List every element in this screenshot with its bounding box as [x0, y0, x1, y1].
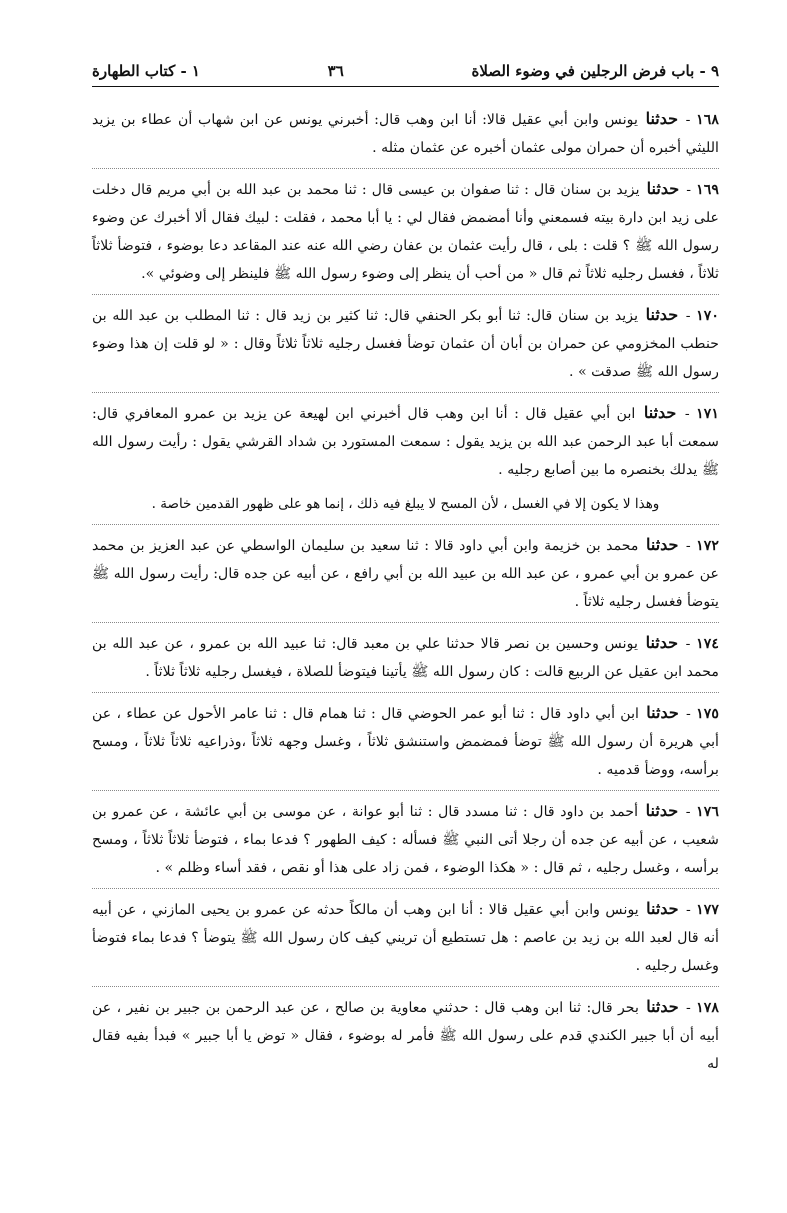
hadith-text: ابن أبي عقيل قال : أنا ابن وهب قال أخبرني ابن لهيعة عن يزيد بن عمرو المعافري قال: سمعت أبا عبد الرحمن عبد الله بن يزيد يقول : سمعت المستورد بن شداد القرشي يقول : رأيت رسول الله ﷺ يدلك بخنصره ما بين أصابع رجليه . — [92, 406, 719, 478]
hadith-number: ١٧٦ — [696, 804, 719, 820]
page-number: ٣٦ — [327, 62, 344, 80]
hadith-keyword: حدثنا — [645, 801, 679, 820]
page-body — [92, 105, 719, 1082]
hadith-text: ابن أبي داود قال : ثنا أبو عمر الحوضي قال : ثنا همام قال : ثنا عامر الأحول عن عطاء ، عن أبي هريرة أن رسول الله ﷺ توضأ فمضمض واستنشق ثلاثاً ، وغسل وجهه ثلاثاً ،وذراعيه ثلاثاً ثلاثاً ، ومسح برأسه، ووضأ قدميه . — [92, 706, 719, 778]
book-title: ١ - كتاب الطهارة — [92, 62, 200, 80]
hadith-175: ١٧٥ - حدثنا ابن أبي داود قال : ثنا أبو عمر الحوضي قال : ثنا همام قال : ثنا عامر الأحول عن عطاء ، عن أبي هريرة أن رسول الله ﷺ توضأ فمضمض واستنشق ثلاثاً ، وغسل وجهه ثلاثاً ،وذراعيه ثلاثاً ثلاثاً ، ومسح برأسه، ووضأ قدميه . — [92, 692, 719, 788]
hadith-keyword: حدثنا — [646, 179, 680, 198]
hadith-keyword: حدثنا — [645, 305, 679, 324]
hadith-number: ١٧٨ — [696, 1000, 719, 1016]
hadith-keyword: حدثنا — [645, 109, 679, 128]
hadith-171: ١٧١ - حدثنا ابن أبي عقيل قال : أنا ابن وهب قال أخبرني ابن لهيعة عن يزيد بن عمرو المعافري قال: سمعت أبا عبد الرحمن عبد الله بن يزيد يقول : سمعت المستورد بن شداد القرشي يقول : رأيت رسول الله ﷺ يدلك بخنصره ما بين أصابع رجليه . — [92, 392, 719, 488]
hadith-text: يزيد بن سنان قال : ثنا صفوان بن عيسى قال : ثنا محمد بن عبد الله بن أبي مريم قال دخلت على زيد ابن دارة بيته فسمعني وأنا أمضمض فقال لي : يا أبا محمد ، فقلت : لبيك فقال ألا أخبرك عن وضوء رسول الله ﷺ ؟ قلت : بلى ، قال رأيت عثمان بن عفان رضي الله عنه عند المقاعد دعا بوضوء ، فتوضأ ثلاثاً ثلاثاً ، فغسل رجليه ثلاثاً ثم قال « من أحب أن ينظر إلى وضوء رسول الله ﷺ فلينظر إلى وضوئي ». — [92, 182, 719, 282]
hadith-176: ١٧٦ - حدثنا أحمد بن داود قال : ثنا مسدد قال : ثنا أبو عوانة ، عن موسى بن أبي عائشة ، عن عمرو بن شعيب ، عن أبيه عن جده أن رجلا أتى النبي ﷺ فسأله : كيف الطهور ؟ فدعا بماء ، فتوضأ ثلاثاً ثلاثاً ، ومسح برأسه ، وغسل رجليه ، ثم قال : « هكذا الوضوء ، فمن زاد على هذا أو نقص ، فقد أساء وظلم » . — [92, 790, 719, 886]
hadith-text: يونس وحسين بن نصر قالا حدثنا علي بن معبد قال: ثنا عبيد الله بن عمرو ، عن عبد الله بن محمد ابن عقيل عن الربيع قالت : كان رسول الله ﷺ يأتينا فيتوضأ للصلاة ، فيغسل رجليه ثلاثاً ثلاثاً . — [92, 636, 719, 680]
hadith-text: أحمد بن داود قال : ثنا مسدد قال : ثنا أبو عوانة ، عن موسى بن أبي عائشة ، عن عمرو بن شعيب ، عن أبيه عن جده أن رجلا أتى النبي ﷺ فسأله : كيف الطهور ؟ فدعا بماء ، فتوضأ ثلاثاً ثلاثاً ، ومسح برأسه ، وغسل رجليه ، ثم قال : « هكذا الوضوء ، فمن زاد على هذا أو نقص ، فقد أساء وظلم » . — [92, 804, 719, 876]
hadith-number: ١٧٥ — [696, 706, 719, 722]
hadith-number: ١٧٠ — [696, 308, 719, 324]
hadith-168: ١٦٨ - حدثنا يونس وابن أبي عقيل قالا: أنا ابن وهب قال: أخبرني يونس عن ابن شهاب أن عطاء بن يزيد الليثي أخبره أن حمران مولى عثمان أخبره عن عثمان مثله . — [92, 109, 719, 156]
chapter-title: ٩ - باب فرض الرجلين في وضوء الصلاة — [471, 62, 719, 80]
hadith-text: يونس وابن أبي عقيل قالا: أنا ابن وهب قال: أخبرني يونس عن ابن شهاب أن عطاء بن يزيد الليثي أخبره أن حمران مولى عثمان أخبره عن عثمان مثله . — [92, 112, 719, 156]
hadith-text: يزيد بن سنان قال: ثنا أبو بكر الحنفي قال: ثنا كثير بن زيد قال : ثنا المطلب بن عبد الله بن حنطب المخزومي عن حمران بن أبان أن عثمان توضأ فغسل رجليه ثلاثاً ثلاثاً وقال : « لو قلت إن هذا وضوء رسول الله ﷺ صدقت » . — [92, 308, 719, 380]
hadith-keyword: حدثنا — [645, 633, 679, 652]
hadith-keyword: حدثنا — [645, 535, 679, 554]
hadith-text: محمد بن خزيمة وابن أبي داود قالا : ثنا سعيد بن سليمان الواسطي عن عبد العزيز بن محمد عن عمرو بن أبي عمرو ، عن عبد الله بن عبيد الله بن أبي رافع ، عن أبيه عن جده قال: رأيت رسول الله ﷺ يتوضأ فغسل رجليه ثلاثاً . — [92, 538, 719, 610]
hadith-174: ١٧٤ - حدثنا يونس وحسين بن نصر قالا حدثنا علي بن معبد قال: ثنا عبيد الله بن عمرو ، عن عبد الله بن محمد ابن عقيل عن الربيع قالت : كان رسول الله ﷺ يأتينا فيتوضأ للصلاة ، فيغسل رجليه ثلاثاً ثلاثاً . — [92, 622, 719, 690]
commentary-note: وهذا لا يكون إلا في الغسل ، لأن المسح لا يبلغ فيه ذلك ، إنما هو على ظهور القدمين خاصة . — [151, 496, 660, 512]
running-header — [92, 62, 719, 87]
hadith-number: ١٧٤ — [696, 636, 719, 652]
hadith-number: ١٦٩ — [696, 182, 719, 198]
hadith-keyword: حدثنا — [646, 703, 679, 722]
hadith-number: ١٧٢ — [696, 538, 719, 554]
hadith-number: ١٧٧ — [696, 902, 720, 918]
hadith-177: ١٧٧ - حدثنا يونس وابن أبي عقيل قالا : أنا ابن وهب أن مالكاً حدثه عن عمرو بن يحيى المازني ، عن أبيه أنه قال لعبد الله بن زيد بن عاصم : هل تستطيع أن تريني كيف كان رسول الله ﷺ يتوضأ ؟ فدعا بماء فتوضأ وغسل رجليه . — [92, 888, 719, 984]
hadith-169: ١٦٩ - حدثنا يزيد بن سنان قال : ثنا صفوان بن عيسى قال : ثنا محمد بن عبد الله بن أبي مريم قال دخلت على زيد ابن دارة بيته فسمعني وأنا أمضمض فقال لي : يا أبا محمد ، فقلت : لبيك فقال ألا أخبرك عن وضوء رسول الله ﷺ ؟ قلت : بلى ، قال رأيت عثمان بن عفان رضي الله عنه عند المقاعد دعا بوضوء ، فتوضأ ثلاثاً ثلاثاً ، فغسل رجليه ثلاثاً ثم قال « من أحب أن ينظر إلى وضوء رسول الله ﷺ فلينظر إلى وضوئي ». — [92, 168, 719, 292]
hadith-text: يونس وابن أبي عقيل قالا : أنا ابن وهب أن مالكاً حدثه عن عمرو بن يحيى المازني ، عن أبيه أنه قال لعبد الله بن زيد بن عاصم : هل تستطيع أن تريني كيف كان رسول الله ﷺ يتوضأ ؟ فدعا بماء فتوضأ وغسل رجليه . — [92, 902, 719, 974]
hadith-keyword: حدثنا — [643, 403, 677, 422]
hadith-text: بحر قال: ثنا ابن وهب قال : حدثني معاوية بن صالح ، عن عبد الرحمن بن جبير بن نفير ، عن أبيه أن أبا جبير الكندي قدم على رسول الله ﷺ فأمر له بوضوء ، فقال « توض يا أبا جبير » فبدأ بفيه فقال له — [92, 1000, 719, 1072]
hadith-170: ١٧٠ - حدثنا يزيد بن سنان قال: ثنا أبو بكر الحنفي قال: ثنا كثير بن زيد قال : ثنا المطلب بن عبد الله بن حنطب المخزومي عن حمران بن أبان أن عثمان توضأ فغسل رجليه ثلاثاً ثلاثاً وقال : « لو قلت إن هذا وضوء رسول الله ﷺ صدقت » . — [92, 294, 719, 390]
hadith-number: ١٧١ — [696, 406, 720, 422]
hadith-keyword: حدثنا — [646, 899, 679, 918]
hadith-keyword: حدثنا — [646, 997, 679, 1016]
hadith-172: ١٧٢ - حدثنا محمد بن خزيمة وابن أبي داود قالا : ثنا سعيد بن سليمان الواسطي عن عبد العزيز بن محمد عن عمرو بن أبي عمرو ، عن عبد الله بن عبيد الله بن أبي رافع ، عن أبيه عن جده قال: رأيت رسول الله ﷺ يتوضأ فغسل رجليه ثلاثاً . — [92, 524, 719, 620]
hadith-number: ١٦٨ — [696, 112, 719, 128]
hadith-178: ١٧٨ - حدثنا بحر قال: ثنا ابن وهب قال : حدثني معاوية بن صالح ، عن عبد الرحمن بن جبير بن نفير ، عن أبيه أن أبا جبير الكندي قدم على رسول الله ﷺ فأمر له بوضوء ، فقال « توض يا أبا جبير » فبدأ بفيه فقال له — [92, 986, 719, 1082]
